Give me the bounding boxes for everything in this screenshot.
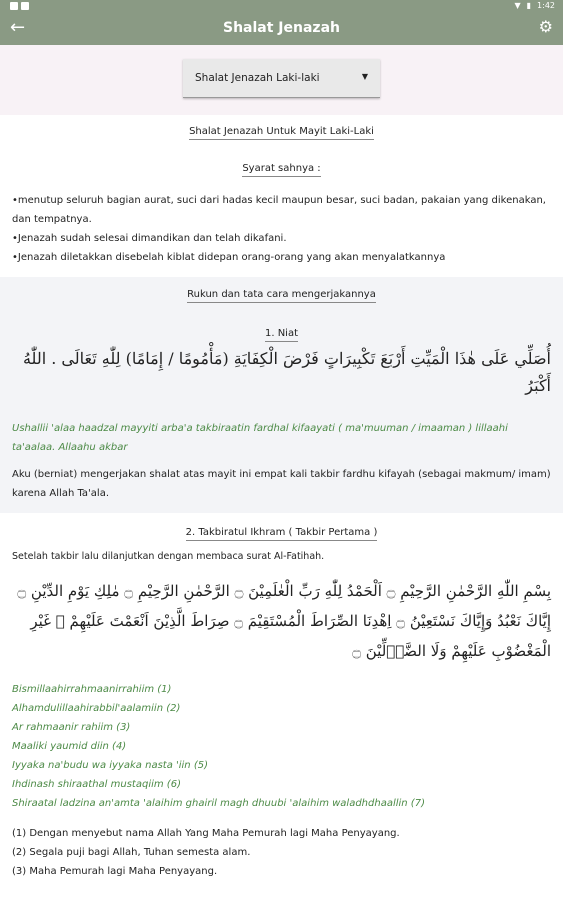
clock: 1:42 bbox=[537, 1, 555, 10]
list-item: Alhamdulillaahirabbil'aalamiin (2) bbox=[12, 703, 181, 714]
dropdown-selected: Shalat Jenazah Laki-laki bbox=[195, 72, 320, 84]
section-heading: Shalat Jenazah Untuk Mayit Laki-Laki bbox=[189, 126, 374, 140]
content bbox=[0, 115, 563, 881]
list-item: (1) Dengan menyebut nama Allah Yang Maha Pemurah lagi Maha Penyayang. bbox=[12, 828, 400, 839]
type-dropdown[interactable] bbox=[183, 59, 380, 98]
takbir-section bbox=[0, 513, 563, 881]
niat-arabic: أُصَلِّي عَلَى هٰذَا الْمَيِّتِ أَرْبَعَ تَكْبِيرَاتٍ فَرْضَ الْكِفَايَةِ (مَأْمُومًا / إِمَامًا) لِلّٰهِ تَعَالَى . اللّٰهُ أَكْبَرُ bbox=[22, 349, 551, 395]
fatihah-meaning bbox=[0, 824, 563, 881]
list-item: (2) Segala puji bagi Allah, Tuhan semesta alam. bbox=[12, 847, 251, 858]
battery-icon: ▮ bbox=[526, 1, 532, 10]
list-item: •Jenazah sudah selesai dimandikan dan telah dikafani. bbox=[12, 233, 287, 244]
gear-icon[interactable]: ⚙ bbox=[538, 17, 553, 36]
wifi-icon: ▼ bbox=[514, 1, 521, 10]
takbir-title: 2. Takbiratul Ikhram ( Takbir Pertama ) bbox=[186, 527, 378, 541]
notification-icons bbox=[10, 2, 29, 12]
caret-down-icon: ▼ bbox=[361, 72, 368, 81]
list-item: Shiraatal ladzina an'amta 'alaihim ghairil magh dhuubi 'alaihim waladhdhaallin (7) bbox=[12, 798, 425, 809]
fatihah-latin bbox=[0, 680, 563, 813]
niat-title: 1. Niat bbox=[265, 328, 298, 342]
niat-latin: Ushallii 'alaa haadzal mayyiti arba'a takbiraatin fardhal kifaayati ( ma'muuman / imaaman ) lillaahi ta'aalaa. Allaahu akbar bbox=[12, 423, 508, 453]
arrow-left-icon[interactable]: ← bbox=[10, 17, 26, 38]
page-title: Shalat Jenazah bbox=[223, 20, 340, 36]
list-item: Ihdinash shiraathal mustaqiim (6) bbox=[12, 779, 181, 790]
fatihah-arabic: بِسْمِ اللّٰهِ الرَّحْمٰنِ الرَّحِيْمِ ۝ اَلْحَمْدُ لِلّٰهِ رَبِّ الْعٰلَمِيْنَ ۝ الرَّحْمٰنِ الرَّحِيْمِ ۝ مٰلِكِ يَوْمِ الدِّيْنِ ۝ إِيَّاكَ نَعْبُدُ وَإِيَّاكَ نَسْتَعِيْنُ ۝ اِهْدِنَا الصِّرَاطَ الْمُسْتَقِيْمَ ۝ صِرَاطَ الَّذِيْنَ اَنْعَمْتَ عَلَيْهِمْ ۙ غَيْرِ الْمَغْضُوْبِ عَلَيْهِمْ وَلَا الضَّاۤلِّيْنَ ۝ bbox=[17, 582, 551, 660]
list-item: •menutup seluruh bagian aurat, suci dari hadas kecil maupun besar, suci badan, pakaian yang dikenakan, dan tempatnya. bbox=[12, 195, 546, 225]
rukun-section bbox=[0, 277, 563, 513]
list-item: (3) Maha Pemurah lagi Maha Penyayang. bbox=[12, 866, 218, 877]
syarat-list bbox=[0, 191, 563, 267]
list-item: Ar rahmaanir rahiim (3) bbox=[12, 722, 131, 733]
syarat-title: Syarat sahnya : bbox=[242, 163, 320, 177]
list-item: Bismillaahirrahmaanirrahiim (1) bbox=[12, 684, 172, 695]
niat-meaning: Aku (berniat) mengerjakan shalat atas mayit ini empat kali takbir fardhu kifayah (sebagai makmum/ imam) karena Allah Ta'ala. bbox=[12, 469, 551, 499]
list-item: Iyyaka na'budu wa iyyaka nasta 'iin (5) bbox=[12, 760, 208, 771]
selector-area bbox=[0, 45, 563, 115]
list-item: Maaliki yaumid diin (4) bbox=[12, 741, 127, 752]
rukun-title: Rukun dan tata cara mengerjakannya bbox=[187, 289, 376, 303]
app-bar bbox=[0, 14, 563, 45]
status-bar bbox=[0, 0, 563, 14]
list-item: •Jenazah diletakkan disebelah kiblat didepan orang-orang yang akan menyalatkannya bbox=[12, 252, 446, 263]
takbir-intro: Setelah takbir lalu dilanjutkan dengan membaca surat Al-Fatihah. bbox=[12, 551, 325, 562]
